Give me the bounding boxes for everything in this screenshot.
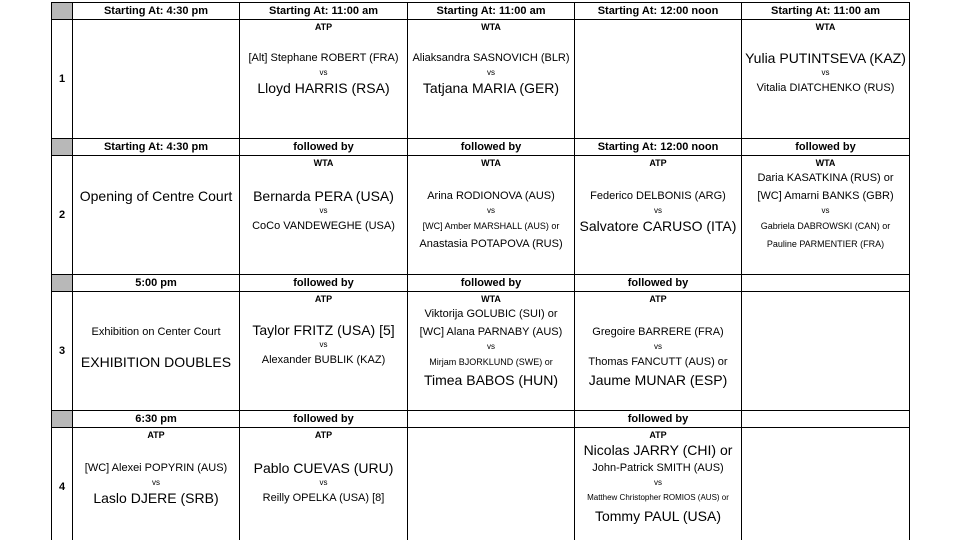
player-1-option-a: Nicolas JARRY (CHI) or: [583, 442, 733, 458]
tour-label: ATP: [147, 430, 165, 440]
vs-label: vs: [821, 68, 830, 77]
player-1: Yulia PUTINTSEVA (KAZ): [745, 50, 906, 66]
player-1: Gregoire BARRERE (FRA): [592, 326, 724, 338]
player-2-option-b: Anastasia POTAPOVA (RUS): [419, 238, 563, 250]
match-cell: [742, 156, 910, 275]
match-cell: [742, 20, 910, 139]
player-2-option-a: [WC] Amber MARSHALL (AUS) or: [422, 221, 560, 231]
row-3-header: [52, 275, 910, 292]
tour-label: ATP: [649, 294, 667, 304]
player-2: Tatjana MARIA (GER): [422, 80, 560, 96]
tour-label: WTA: [481, 22, 501, 32]
player-1: Pablo CUEVAS (URU): [253, 460, 394, 476]
player-2: Salvatore CARUSO (ITA): [579, 218, 737, 234]
match-cell: [240, 292, 408, 411]
row-header-marker: [52, 275, 73, 292]
vs-label: vs: [654, 478, 662, 487]
player-2-option-a: Gabriela DABROWSKI (CAN) or: [760, 221, 891, 231]
row-number: 1: [52, 20, 73, 139]
row-header-marker: [52, 139, 73, 156]
start-time: 6:30 pm: [73, 411, 240, 428]
start-time: Starting At: 4:30 pm: [73, 139, 240, 156]
row-1-header: [52, 3, 910, 20]
vs-label: vs: [487, 68, 495, 77]
player-1-option-a: Daria KASATKINA (RUS) or: [757, 172, 894, 184]
match-cell: [73, 428, 240, 540]
player-1-option-a: Viktorija GOLUBIC (SUI) or: [424, 308, 558, 320]
tour-label: WTA: [313, 158, 334, 168]
start-time: [742, 275, 910, 292]
start-time: followed by: [575, 411, 742, 428]
row-3-matches: [52, 292, 910, 411]
player-2: Lloyd HARRIS (RSA): [257, 80, 390, 96]
player-2-option-b: Pauline PARMENTIER (FRA): [766, 239, 885, 249]
tour-label: ATP: [314, 22, 333, 32]
player-2: Laslo DJERE (SRB): [93, 490, 219, 506]
player-2-option-b: Jaume MUNAR (ESP): [588, 372, 728, 388]
player-1: [WC] Alexei POPYRIN (AUS): [84, 462, 228, 474]
player-2: CoCo VANDEWEGHE (USA): [252, 220, 395, 232]
player-2-option-a: Mirjam BJORKLUND (SWE) or: [429, 357, 553, 367]
row-number: 4: [52, 428, 73, 540]
match-cell: [408, 292, 575, 411]
match-cell: [575, 428, 742, 540]
match-cell: [73, 292, 240, 411]
schedule-table: [51, 2, 910, 540]
tour-label: ATP: [649, 158, 667, 168]
player-2: Alexander BUBLIK (KAZ): [261, 354, 386, 366]
start-time: followed by: [240, 139, 408, 156]
vs-label: vs: [319, 478, 328, 487]
match-cell: [240, 156, 408, 275]
player-1-option-b: [WC] Alana PARNABY (AUS): [419, 326, 563, 338]
player-2-option-a: Thomas FANCUTT (AUS) or: [588, 356, 728, 368]
event-label: EXHIBITION DOUBLES: [80, 354, 232, 370]
vs-label: vs: [319, 340, 328, 349]
row-4-matches: [52, 428, 910, 540]
tour-label: ATP: [314, 294, 333, 304]
tour-label: WTA: [481, 158, 501, 168]
start-time: Starting At: 11:00 am: [408, 3, 575, 20]
match-cell-empty: [742, 292, 910, 411]
player-1-option-b: John-Patrick SMITH (AUS): [592, 462, 724, 474]
start-time: followed by: [742, 139, 910, 156]
player-1: Taylor FRITZ (USA) [5]: [252, 322, 395, 338]
start-time: Starting At: 12:00 noon: [575, 139, 742, 156]
vs-label: vs: [319, 206, 328, 215]
start-time: followed by: [240, 275, 408, 292]
match-cell: [575, 156, 742, 275]
vs-label: vs: [654, 206, 662, 215]
start-time: followed by: [408, 139, 575, 156]
row-header-marker: [52, 3, 73, 20]
player-2-option-a: Matthew Christopher ROMIOS (AUS) or: [587, 493, 729, 502]
match-cell-empty: [408, 428, 575, 540]
tour-label: ATP: [314, 430, 333, 440]
player-1-option-b: [WC] Amarni BANKS (GBR): [757, 190, 894, 202]
vs-label: vs: [319, 68, 328, 77]
row-2-header: [52, 139, 910, 156]
player-1: Federico DELBONIS (ARG): [590, 190, 726, 202]
vs-label: vs: [487, 342, 495, 351]
match-cell-empty: [575, 20, 742, 139]
start-time: followed by: [240, 411, 408, 428]
match-cell: [408, 156, 575, 275]
event-label: Exhibition on Center Court: [91, 326, 221, 338]
row-1-matches: [52, 20, 910, 139]
match-cell: [73, 156, 240, 275]
start-time: [742, 411, 910, 428]
start-time: [408, 411, 575, 428]
row-2-matches: [52, 156, 910, 275]
start-time: Starting At: 11:00 am: [240, 3, 408, 20]
row-header-marker: [52, 411, 73, 428]
start-time: 5:00 pm: [73, 275, 240, 292]
player-2-option-b: Tommy PAUL (USA): [594, 508, 721, 524]
player-1: Bernarda PERA (USA): [253, 188, 394, 204]
start-time: followed by: [575, 275, 742, 292]
player-2-option-b: Timea BABOS (HUN): [423, 372, 559, 388]
start-time: Starting At: 4:30 pm: [73, 3, 240, 20]
vs-label: vs: [654, 342, 662, 351]
match-cell: [240, 20, 408, 139]
match-cell-empty: [742, 428, 910, 540]
tour-label: WTA: [815, 158, 836, 168]
player-2: Vitalia DIATCHENKO (RUS): [756, 82, 895, 94]
tour-label: ATP: [649, 430, 667, 440]
match-cell-empty: [73, 20, 240, 139]
event-label: Opening of Centre Court: [79, 188, 233, 204]
tour-label: WTA: [815, 22, 836, 32]
player-1: Aliaksandra SASNOVICH (BLR): [412, 52, 570, 64]
start-time: followed by: [408, 275, 575, 292]
start-time: Starting At: 12:00 noon: [575, 3, 742, 20]
tour-label: WTA: [481, 294, 501, 304]
match-cell: [575, 292, 742, 411]
match-cell: [240, 428, 408, 540]
vs-label: vs: [152, 478, 160, 487]
player-2: Reilly OPELKA (USA) [8]: [262, 492, 385, 504]
player-1: Arina RODIONOVA (AUS): [427, 190, 555, 202]
vs-label: vs: [821, 206, 830, 215]
match-cell: [408, 20, 575, 139]
start-time: Starting At: 11:00 am: [742, 3, 910, 20]
vs-label: vs: [487, 206, 495, 215]
row-number: 2: [52, 156, 73, 275]
row-4-header: [52, 411, 910, 428]
row-number: 3: [52, 292, 73, 411]
player-1: [Alt] Stephane ROBERT (FRA): [248, 52, 399, 64]
